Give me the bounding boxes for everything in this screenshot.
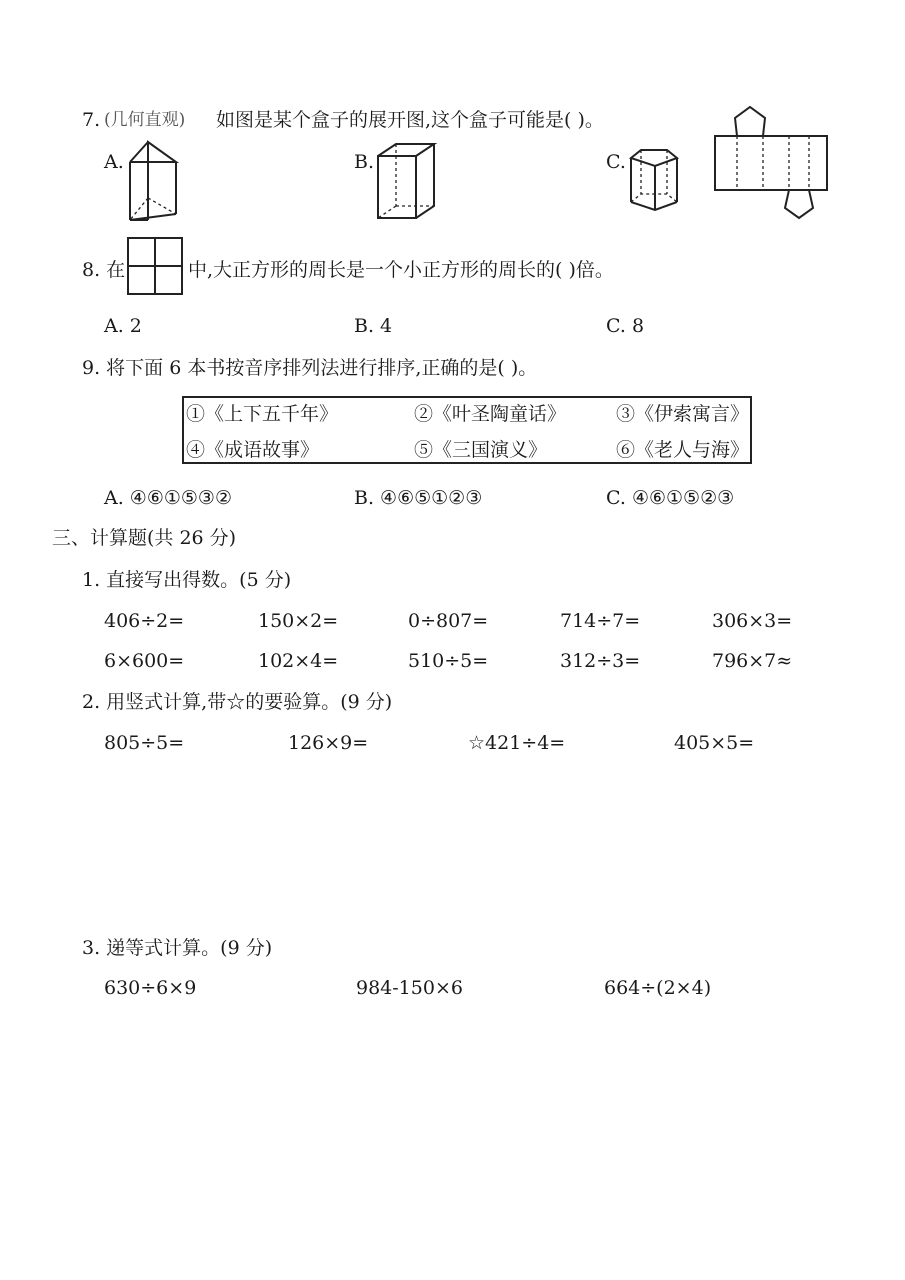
q7-text: 如图是某个盒子的展开图,这个盒子可能是( )。: [216, 109, 604, 131]
section-title: 三、计算题(共 26 分): [52, 527, 237, 549]
q7-option-b[interactable]: B.: [354, 151, 375, 173]
mental-math-item: 406÷2=: [104, 610, 185, 632]
step-calc-item: 630÷6×9: [104, 977, 197, 999]
book-item: ②《叶圣陶童话》: [414, 403, 567, 425]
mental-math-item: 714÷7=: [560, 610, 641, 632]
vertical-calc-item: 805÷5=: [104, 732, 185, 754]
triangular-prism-figure: [128, 136, 188, 226]
vertical-calc-item: ☆421÷4=: [468, 732, 566, 754]
rectangular-box-figure: [376, 142, 438, 220]
q7-option-a[interactable]: A.: [104, 151, 124, 173]
problem1-title: 1. 直接写出得数。(5 分): [82, 569, 292, 591]
mental-math-item: 0÷807=: [408, 610, 489, 632]
q9-option-b[interactable]: B. ④⑥⑤①②③: [354, 487, 483, 509]
book-item: ⑥《老人与海》: [616, 439, 750, 461]
q8-option-c[interactable]: C. 8: [606, 315, 645, 337]
book-item: ④《成语故事》: [186, 439, 320, 461]
q8-option-a[interactable]: A. 2: [104, 315, 142, 337]
q8-prefix: 8. 在: [82, 259, 126, 281]
q7-option-c[interactable]: C.: [606, 151, 626, 173]
book-item: ③《伊索寓言》: [616, 403, 750, 425]
q9-text: 9. 将下面 6 本书按音序排列法进行排序,正确的是( )。: [82, 357, 538, 379]
vertical-calc-item: 126×9=: [288, 732, 369, 754]
q8-option-b[interactable]: B. 4: [354, 315, 393, 337]
mental-math-item: 150×2=: [258, 610, 339, 632]
mental-math-item: 796×7≈: [712, 650, 793, 672]
book-item: ①《上下五千年》: [186, 403, 339, 425]
mental-math-item: 510÷5=: [408, 650, 489, 672]
q7-number: 7.: [82, 109, 101, 131]
book-item: ⑤《三国演义》: [414, 439, 548, 461]
mental-math-item: 102×4=: [258, 650, 339, 672]
problem2-title: 2. 用竖式计算,带☆的要验算。(9 分): [82, 691, 393, 713]
q9-option-c[interactable]: C. ④⑥①⑤②③: [606, 487, 735, 509]
pentagonal-prism-figure: [627, 146, 683, 216]
q9-option-a[interactable]: A. ④⑥①⑤③②: [104, 487, 232, 509]
book-list-box: [182, 396, 752, 464]
grid-square-figure: [126, 236, 186, 298]
q7-tag: (几何直观): [104, 110, 186, 130]
step-calc-item: 984-150×6: [356, 977, 463, 999]
box-net-figure: [713, 104, 831, 220]
step-calc-item: 664÷(2×4): [604, 977, 712, 999]
mental-math-item: 312÷3=: [560, 650, 641, 672]
mental-math-item: 6×600=: [104, 650, 185, 672]
mental-math-item: 306×3=: [712, 610, 793, 632]
problem3-title: 3. 递等式计算。(9 分): [82, 937, 273, 959]
vertical-calc-item: 405×5=: [674, 732, 755, 754]
q8-text: 中,大正方形的周长是一个小正方形的周长的( )倍。: [188, 259, 614, 281]
